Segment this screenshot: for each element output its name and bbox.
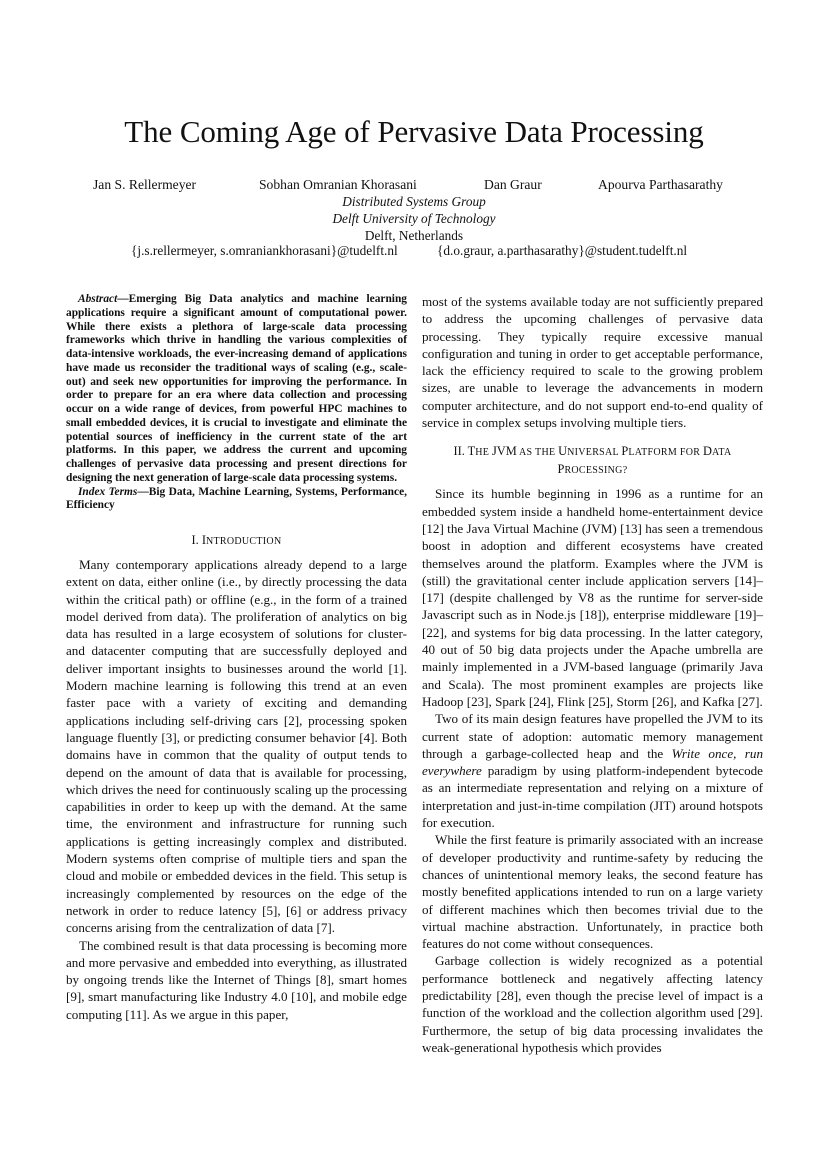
author-name: Apourva Parthasarathy <box>598 177 723 192</box>
intro-paragraph-2: The combined result is that data processing is becoming more and more pervasive and embedded into everything, as illustrated by ongoing trends like the Internet of Things [8], smart homes [9], smart manufacturing like Industry 4.0 [10], and mobile edge computing [11]. As we argue in this paper, <box>66 937 407 1022</box>
intro-paragraph-3: most of the systems available today are not sufficiently prepared to address the upcoming challenges of pervasive data processing. They typically require excessive manual configuration and tuning in order to get acceptable performance, lack the efficiency required to scale to the growing problem sizes, are unable to leverage the advancements in modern computer architecture, and do not support end-to-end quality of service in complex setups involving multiple tiers. <box>422 294 763 431</box>
author-name: Jan S. Rellermeyer <box>93 177 197 192</box>
intro-paragraph-1: Many contemporary applications already depend to a large extent on data, either online (i.e., by directly processing the data within the critical path) or offline (e.g., in the form of a trained model derived from data). The proliferation of analytics on big data has resulted in a large ecosystem of solutions for cluster- and datacenter computing that are successfully deployed and deliver important insights to businesses around the world [1]. Modern machine learning is following this trend at an even faster pace with a variety of exciting and demanding applications including self-driving cars [2], processing spoken language fluently [3], or predicting consumer behavior [4]. Both domains have in common that the quality of output tends to depend on the amount of data that is available for processing, which drives the need for continuously scaling up the processing capabilities in order to keep up with the demand. At the same time, the environment and infrastructure for running such applications is getting increasingly complex and distributed. Modern systems often comprise of multiple tiers and span the cloud and mobile or embedded devices in the field. This setup is increasingly complemented by resources on the edge of the network in order to reduce latency [5], [6] or address privacy concerns arising from the centralization of data [7]. <box>66 557 407 936</box>
paper-title: The Coming Age of Pervasive Data Processing <box>124 114 704 149</box>
index-terms <box>66 486 407 514</box>
jvm-paragraph-3: While the first feature is primarily associated with an increase of developer productivity and runtime-safety by reducing the chances of unintentional memory leaks, the second feature has mostly benefited applications intended to run on a large variety of different machines which then becomes trivial due to the virtual machine abstraction. Unfortunately, in practice both features do not come without consequences. <box>422 832 763 952</box>
jvm-paragraph-1: Since its humble beginning in 1996 as a runtime for an embedded system inside a handheld home-entertainment device [12] the Java Virtual Machine (JVM) [13] has seen a tremendous boost in adoption and different ecosystems have created themselves around the platform. Examples where the JVM is (still) the gravitational center include application servers [14]–[17] (despite challenged by V8 as the runtime for server-side Javascript such as in Node.js [18]), enterprise middleware [19]–[22], and systems for big data processing. In the latter category, 40 out of 50 big data projects under the Apache umbrella are mainly implemented in a JVM-based language (primarily Java and Scala). The most prominent examples are projects like Hadoop [23], Spark [24], Flink [25], Storm [26], and Kafka [27]. <box>422 486 763 709</box>
author-name: Sobhan Omranian Khorasani <box>259 177 417 192</box>
affiliation-group: Distributed Systems Group <box>342 194 486 209</box>
abstract <box>66 293 407 486</box>
left-column <box>66 293 407 1023</box>
section-heading-jvm: II. THE JVM AS THE UNIVERSAL PLATFORM FOR DATA PROCESSING? <box>453 444 732 477</box>
index-terms-dash: — <box>137 485 149 498</box>
author-emails <box>0 242 828 262</box>
affiliation-location: Delft, Netherlands <box>364 228 464 243</box>
jvm-paragraph-2: Two of its main design features have propelled the JVM to its current state of adoption: automatic memory management through a garbage-collected heap and the Write once, run everywhere paradigm by using platform-independent bytecode as an intermediate representation and relying on a mixture of interpretation and just-in-time compilation (JIT) around hotspots for execution. <box>422 711 763 831</box>
italic-phrase: Write once, run everywhere <box>422 745 763 779</box>
email-line: {j.s.rellermeyer, s.omraniankhorasani}@tudelft.nl <box>131 243 398 258</box>
section-heading-introduction: I. INTRODUCTION <box>191 533 282 547</box>
email-line: {d.o.graur, a.parthasarathy}@student.tudelft.nl <box>437 243 688 258</box>
affiliation-university: Delft University of Technology <box>332 211 496 226</box>
abstract-dash: — <box>117 293 129 305</box>
abstract-label: Abstract <box>78 293 118 305</box>
index-terms-text: Big Data, Machine Learning, Systems, Performance, Efficiency <box>66 485 407 512</box>
jvm-paragraph-4: Garbage collection is widely recognized as a potential performance bottleneck and negatively affecting latency predictability [28], even though the precise level of impact is a function of the workload and the collection algorithm used [29]. Furthermore, the setup of big data processing invalidates the weak-generational hypothesis which provides <box>422 953 763 1055</box>
author-name: Dan Graur <box>484 177 542 192</box>
right-column <box>422 293 763 1056</box>
author-list <box>0 175 828 195</box>
index-terms-label: Index Terms <box>78 485 138 498</box>
abstract-text: Emerging Big Data analytics and machine learning applications require a significant amount of computational power. While there exists a plethora of large-scale data processing frameworks which thrive in handling the various complexities of data-intensive workloads, the ever-increasing demand of applications have made us reconsider the traditional ways of scaling (e.g., scale-out) and seek new opportunities for improving the performance. In order to prepare for an era where data collection and processing occur on a wide range of devices, from powerful HPC machines to small embedded devices, it is crucial to investigate and eliminate the potential sources of inefficiency in the current state of the art platforms. In this paper, we address the current and upcoming challenges of pervasive data processing and present directions for designing the next generation of large-scale data processing systems. <box>66 293 407 484</box>
